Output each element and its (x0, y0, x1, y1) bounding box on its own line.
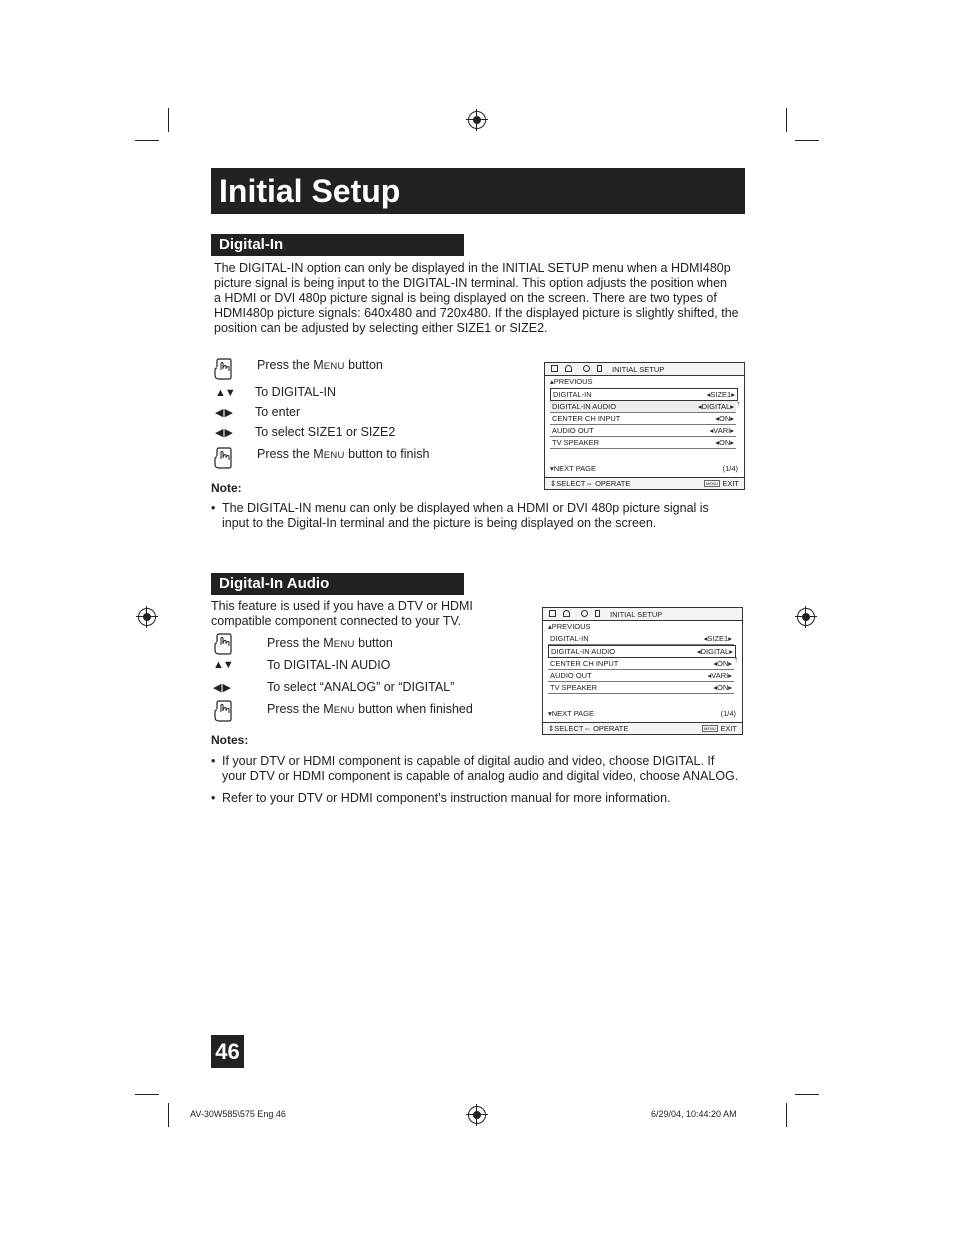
menu-row (548, 682, 734, 694)
note-bullet (211, 754, 746, 786)
left-right-arrows-icon: ◀ ▶ (215, 427, 232, 439)
menu-row-value: ◂DIGITAL▸ (696, 647, 733, 656)
exit-label: EXIT (722, 479, 739, 488)
paragraph-line: position can be adjusted by selecting either SIZE1 or SIZE2. (214, 321, 548, 335)
menu-row-label: DIGITAL-IN AUDIO (551, 647, 616, 656)
crop-mark (795, 1094, 819, 1095)
menu-row (550, 401, 736, 413)
paragraph-line: picture signal is being input to the DIGITAL-IN terminal. This option adjusts the position when (214, 276, 728, 290)
menu-previous-label: PREVIOUS (551, 622, 591, 631)
menu-row (550, 413, 736, 425)
operate-label: OPERATE (593, 724, 629, 733)
note-bullet (211, 501, 741, 533)
hand-press-icon (213, 446, 235, 470)
note-line: your DTV or HDMI component is capable of analog audio and digital video, choose ANALOG. (222, 769, 739, 783)
menu-row (548, 670, 734, 682)
menu-next-page: ▾NEXT PAGE (550, 464, 597, 473)
menu-row-value: ◂ON▸ (713, 683, 732, 692)
step-press-menu (267, 636, 393, 652)
exit-label: EXIT (720, 724, 737, 733)
left-right-arrows-icon: ◀ ▶ (215, 407, 232, 419)
picture-tab-icon (551, 365, 558, 372)
crop-mark (786, 1103, 787, 1127)
menu-previous: ▴PREVIOUS (548, 622, 591, 631)
sound-tab-icon (563, 610, 570, 617)
footer-file-info: AV-30W585\575 Eng 46 (190, 1109, 286, 1119)
menu-row-value-text: SIZE1 (707, 634, 729, 643)
crop-mark (168, 108, 169, 132)
operate-label: OPERATE (595, 479, 631, 488)
menu-next-page-label: NEXT PAGE (551, 709, 595, 718)
step-text-smallcaps: ENU (323, 450, 345, 461)
menu-row-selected (550, 388, 738, 401)
menu-row-label: DIGITAL-IN (550, 634, 589, 643)
onscreen-menu-digital-in-audio (542, 607, 743, 735)
step-to-digital-in: To DIGITAL-IN (255, 385, 337, 399)
menu-key-icon: MENU (704, 726, 716, 731)
note-line: If your DTV or HDMI component is capable of digital audio and video, choose DIGITAL. If (222, 754, 715, 768)
section-heading-digital-in: Digital-In (211, 234, 464, 256)
menu-row-label: DIGITAL-IN (553, 390, 592, 399)
menu-row-value: ◂DIGITAL▸ (697, 402, 734, 411)
registration-mark-icon (797, 608, 815, 626)
crop-mark (786, 108, 787, 132)
up-down-arrows-icon: ▲▼ (215, 387, 235, 399)
menu-row-label: DIGITAL-IN AUDIO (552, 402, 617, 411)
menu-row-label: TV SPEAKER (550, 683, 598, 692)
timer-tab-icon (581, 610, 588, 617)
bullet-dot: • (211, 754, 216, 768)
note-line: input to the Digital-In terminal and the picture is being displayed on the screen. (222, 516, 657, 530)
scroll-arrow-icon: ↑ (736, 399, 740, 408)
step-text: button (344, 358, 383, 372)
step-text-smallcaps: ENU (323, 361, 345, 372)
menu-row (548, 633, 734, 645)
menu-row-value-text: VARI (713, 426, 731, 435)
menu-next-page-label: NEXT PAGE (553, 464, 597, 473)
paragraph-line: a HDMI or DVI 480p picture signal is being displayed on the screen. There are two types of (214, 291, 717, 305)
picture-tab-icon (549, 610, 556, 617)
menu-row-value-text: SIZE1 (710, 390, 732, 399)
paragraph-line: HDMI480p picture signals: 640x480 and 720x480. If the displayed picture is slightly shifted, the (214, 306, 739, 320)
note-bullet (211, 791, 746, 807)
crop-mark (135, 140, 159, 141)
crop-mark (795, 140, 819, 141)
menu-row-value: ◂SIZE1▸ (703, 634, 732, 643)
menu-row-value-text: ON (718, 414, 731, 423)
step-press-menu-finished (267, 702, 473, 718)
up-down-arrows-icon: ▲▼ (213, 659, 233, 671)
select-label: SELECT (556, 479, 586, 488)
note-line: Refer to your DTV or HDMI component’s instruction manual for more information. (222, 791, 671, 805)
select-operate-hint: ⇕SELECT⇔ OPERATE (548, 724, 629, 733)
step-select-analog-digital: To select “ANALOG” or “DIGITAL” (267, 680, 455, 694)
menu-row-label: TV SPEAKER (552, 438, 600, 447)
timer-tab-icon (583, 365, 590, 372)
onscreen-menu-digital-in (544, 362, 745, 490)
step-text: button to finish (344, 447, 430, 461)
hand-press-icon (213, 699, 235, 723)
section-paragraph (211, 599, 473, 629)
registration-mark-icon (468, 1106, 486, 1124)
menu-row-label: CENTER CH INPUT (550, 659, 619, 668)
crop-mark (168, 1103, 169, 1127)
step-text: button when finished (354, 702, 473, 716)
sound-tab-icon (565, 365, 572, 372)
step-text: Press the M (257, 358, 324, 372)
step-text: button (354, 636, 393, 650)
note-text (222, 754, 738, 784)
registration-mark-icon (468, 111, 486, 129)
menu-header (543, 608, 742, 621)
hand-press-icon (213, 357, 235, 381)
menu-row-value: ◂SIZE1▸ (706, 390, 735, 399)
menu-row-label: AUDIO OUT (550, 671, 592, 680)
menu-row-value: ◂VARI▸ (707, 671, 732, 680)
select-operate-hint: ⇕SELECT⇔ OPERATE (550, 479, 631, 488)
menu-row-value: ◂ON▸ (715, 414, 734, 423)
note-text (222, 501, 709, 531)
page-number: 46 (211, 1035, 244, 1068)
menu-page-indicator: (1/4) (722, 464, 738, 473)
menu-previous: ▴PREVIOUS (550, 377, 593, 386)
menu-footer (545, 477, 744, 489)
menu-row-value-text: ON (716, 683, 729, 692)
section-heading-digital-in-audio: Digital-In Audio (211, 573, 464, 595)
step-to-digital-in-audio: To DIGITAL-IN AUDIO (267, 658, 391, 672)
bullet-dot: • (211, 501, 216, 515)
section-paragraph (214, 261, 739, 336)
setup-tab-icon (595, 610, 600, 617)
menu-key-icon: MENU (706, 481, 718, 486)
menu-page-indicator: (1/4) (720, 709, 736, 718)
menu-row (550, 437, 736, 449)
paragraph-line: The DIGITAL-IN option can only be displayed in the INITIAL SETUP menu when a HDMI480p (214, 261, 731, 275)
menu-footer (543, 722, 742, 734)
menu-row-value: ◂VARI▸ (709, 426, 734, 435)
menu-row-value: ◂ON▸ (713, 659, 732, 668)
menu-title: INITIAL SETUP (610, 610, 663, 619)
menu-row (550, 425, 736, 437)
menu-row-value-text: ON (718, 438, 731, 447)
step-text: Press the M (267, 636, 334, 650)
crop-mark (135, 1094, 159, 1095)
menu-next-page: ▾NEXT PAGE (548, 709, 595, 718)
note-text (222, 791, 671, 806)
menu-row-value: ◂ON▸ (715, 438, 734, 447)
registration-mark-icon (138, 608, 156, 626)
page-title: Initial Setup (219, 173, 401, 209)
menu-row-value-text: VARI (711, 671, 729, 680)
step-press-menu-finish (257, 447, 429, 463)
paragraph-line: This feature is used if you have a DTV or HDMI (211, 599, 473, 613)
menu-row-label: CENTER CH INPUT (552, 414, 621, 423)
menu-title: INITIAL SETUP (612, 365, 665, 374)
select-label: SELECT (554, 724, 584, 733)
menu-previous-label: PREVIOUS (553, 377, 593, 386)
step-text: Press the M (267, 702, 334, 716)
menu-row-value-text: DIGITAL (701, 402, 731, 411)
bullet-dot: • (211, 791, 216, 805)
menu-header (545, 363, 744, 376)
step-select-size: To select SIZE1 or SIZE2 (255, 425, 396, 439)
page-title-bar (211, 168, 745, 214)
footer-timestamp: 6/29/04, 10:44:20 AM (651, 1109, 737, 1119)
scroll-arrow-icon: ↑ (734, 655, 738, 664)
step-press-menu (257, 358, 383, 374)
left-right-arrows-icon: ◀ ▶ (213, 682, 230, 694)
menu-row-selected (548, 645, 736, 658)
menu-row-value-text: DIGITAL (700, 647, 730, 656)
menu-row-label: AUDIO OUT (552, 426, 594, 435)
note-line: The DIGITAL-IN menu can only be displayed when a HDMI or DVI 480p picture signal is (222, 501, 709, 515)
menu-row-value-text: ON (716, 659, 729, 668)
step-to-enter: To enter (255, 405, 301, 419)
setup-tab-icon (597, 365, 602, 372)
menu-row (548, 658, 734, 670)
step-text-smallcaps: ENU (333, 639, 355, 650)
step-text-smallcaps: ENU (333, 705, 355, 716)
note-label: Note: (211, 481, 242, 495)
paragraph-line: compatible component connected to your TV. (211, 614, 462, 628)
step-text: Press the M (257, 447, 324, 461)
hand-press-icon (213, 632, 235, 656)
notes-label: Notes: (211, 733, 249, 747)
